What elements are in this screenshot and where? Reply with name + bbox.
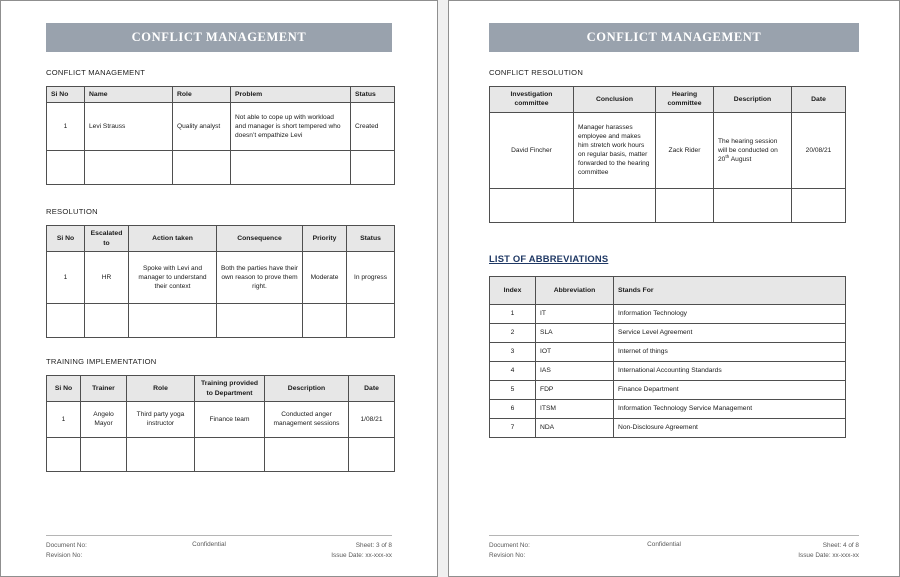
cell-status: In progress: [347, 252, 395, 304]
footer-confidential: Confidential: [647, 540, 681, 548]
col-header-investigation-committee: Investigation committee: [490, 87, 574, 113]
table-header-row: [47, 226, 395, 252]
cell-priority: Moderate: [303, 252, 347, 304]
cell-empty: [265, 437, 349, 471]
cell-description: Conducted anger management sessions: [265, 401, 349, 437]
footer-issue-date: Issue Date: xx-xxx-xx: [331, 552, 392, 560]
col-header-stands-for: Stands For: [614, 276, 846, 304]
description-text-post: August: [729, 155, 752, 163]
cell-role: Third party yoga instructor: [127, 401, 195, 437]
cell-empty: [127, 437, 195, 471]
cell-investigation-committee: David Fincher: [490, 112, 574, 188]
table-row: [47, 401, 395, 437]
footer-document-no: Document No:: [489, 541, 530, 549]
cell-empty: [173, 151, 231, 185]
cell-date: 20/08/21: [792, 112, 846, 188]
cell-hearing-committee: Zack Rider: [656, 112, 714, 188]
col-header-description: Description: [714, 87, 792, 113]
table-row: [47, 103, 395, 151]
col-header-date: Date: [349, 376, 395, 402]
cell-empty: [195, 437, 265, 471]
cell-trainer: Angelo Mayor: [81, 401, 127, 437]
table-conflict-resolution: [489, 86, 846, 223]
footer-sheet: Sheet: 3 of 8: [355, 541, 392, 549]
cell-abbreviation: IOT: [536, 342, 614, 361]
cell-si-no: 1: [47, 401, 81, 437]
col-header-hearing-committee: Hearing committee: [656, 87, 714, 113]
cell-abbreviation: ITSM: [536, 399, 614, 418]
footer-divider: [489, 535, 859, 536]
cell-empty: [217, 304, 303, 338]
cell-name: Levi Strauss: [85, 103, 173, 151]
cell-index: 4: [490, 361, 536, 380]
cell-index: 1: [490, 304, 536, 323]
footer-issue-date: Issue Date: xx-xxx-xx: [798, 552, 859, 560]
table-row: [490, 323, 846, 342]
cell-stands-for: Non-Disclosure Agreement: [614, 418, 846, 437]
cell-escalated-to: HR: [85, 252, 129, 304]
table-row: [490, 361, 846, 380]
description-ordinal-suffix: th: [725, 154, 730, 160]
cell-empty: [656, 188, 714, 222]
cell-empty: [351, 151, 395, 185]
description-text-pre: The hearing session will be conducted on 20: [718, 137, 778, 163]
cell-index: 3: [490, 342, 536, 361]
col-header-escalated-to: Escalated to: [85, 226, 129, 252]
col-header-si-no: Si No: [47, 226, 85, 252]
cell-consequence: Both the parties have their own reason to prove them right.: [217, 252, 303, 304]
table-conflict-management: [46, 86, 395, 185]
cell-index: 6: [490, 399, 536, 418]
footer-revision-no: Revision No:: [46, 552, 83, 560]
col-header-index: Index: [490, 276, 536, 304]
col-header-conclusion: Conclusion: [574, 87, 656, 113]
page-banner-title: CONFLICT MANAGEMENT: [46, 23, 392, 52]
footer-revision-no: Revision No:: [489, 552, 526, 560]
cell-index: 2: [490, 323, 536, 342]
table-row: [490, 399, 846, 418]
cell-abbreviation: IAS: [536, 361, 614, 380]
col-header-description: Description: [265, 376, 349, 402]
table-header-row: [490, 276, 846, 304]
table-header-row: [47, 87, 395, 103]
col-header-name: Name: [85, 87, 173, 103]
cell-abbreviation: FDP: [536, 380, 614, 399]
col-header-role: Role: [173, 87, 231, 103]
cell-action-taken: Spoke with Levi and manager to understand their context: [129, 252, 217, 304]
table-row: [490, 380, 846, 399]
cell-status: Created: [351, 103, 395, 151]
table-row-empty: [47, 437, 395, 471]
section-label-training-implementation: TRAINING IMPLEMENTATION: [46, 357, 157, 367]
table-row-empty: [47, 304, 395, 338]
cell-empty: [714, 188, 792, 222]
col-header-problem: Problem: [231, 87, 351, 103]
cell-role: Quality analyst: [173, 103, 231, 151]
table-row: [490, 342, 846, 361]
table-header-row: [47, 376, 395, 402]
col-header-status: Status: [351, 87, 395, 103]
cell-empty: [231, 151, 351, 185]
cell-abbreviation: SLA: [536, 323, 614, 342]
table-row: [490, 112, 846, 188]
cell-empty: [349, 437, 395, 471]
page-banner-title: CONFLICT MANAGEMENT: [489, 23, 859, 52]
cell-empty: [129, 304, 217, 338]
table-training-implementation: [46, 375, 395, 472]
page-sheet-4: [448, 0, 900, 577]
table-row: [490, 304, 846, 323]
cell-description: [714, 112, 792, 188]
col-header-role: Role: [127, 376, 195, 402]
col-header-abbreviation: Abbreviation: [536, 276, 614, 304]
col-header-priority: Priority: [303, 226, 347, 252]
cell-date: 1/08/21: [349, 401, 395, 437]
cell-empty: [85, 151, 173, 185]
cell-empty: [81, 437, 127, 471]
cell-stands-for: Information Technology: [614, 304, 846, 323]
footer-divider: [46, 535, 392, 536]
cell-empty: [47, 151, 85, 185]
heading-list-of-abbreviations: LIST OF ABBREVIATIONS: [489, 252, 609, 264]
cell-si-no: 1: [47, 252, 85, 304]
cell-stands-for: International Accounting Standards: [614, 361, 846, 380]
cell-empty: [574, 188, 656, 222]
abbreviations-body: [490, 304, 846, 437]
cell-empty: [47, 304, 85, 338]
page-footer: [489, 535, 859, 562]
page-sheet-3: [0, 0, 438, 577]
col-header-consequence: Consequence: [217, 226, 303, 252]
cell-conclusion: Manager harasses employee and makes him stretch work hours on regular basis, matter forwarded to the hearing committee: [574, 112, 656, 188]
table-abbreviations: [489, 276, 846, 438]
table-row-empty: [490, 188, 846, 222]
cell-stands-for: Finance Department: [614, 380, 846, 399]
cell-index: 5: [490, 380, 536, 399]
cell-stands-for: Information Technology Service Management: [614, 399, 846, 418]
col-header-action-taken: Action taken: [129, 226, 217, 252]
col-header-department: Training provided to Department: [195, 376, 265, 402]
cell-empty: [47, 437, 81, 471]
table-row: [490, 418, 846, 437]
cell-empty: [85, 304, 129, 338]
cell-empty: [792, 188, 846, 222]
cell-index: 7: [490, 418, 536, 437]
cell-empty: [490, 188, 574, 222]
footer-document-no: Document No:: [46, 541, 87, 549]
section-label-resolution: RESOLUTION: [46, 207, 98, 217]
cell-abbreviation: NDA: [536, 418, 614, 437]
col-header-si-no: Si No: [47, 376, 81, 402]
table-row: [47, 252, 395, 304]
section-label-conflict-management: CONFLICT MANAGEMENT: [46, 68, 146, 77]
page-footer: [46, 535, 392, 562]
col-header-trainer: Trainer: [81, 376, 127, 402]
cell-abbreviation: IT: [536, 304, 614, 323]
col-header-si-no: Si No: [47, 87, 85, 103]
table-resolution: [46, 225, 395, 338]
cell-empty: [303, 304, 347, 338]
footer-sheet: Sheet: 4 of 8: [822, 541, 859, 549]
cell-stands-for: Service Level Agreement: [614, 323, 846, 342]
cell-empty: [347, 304, 395, 338]
col-header-status: Status: [347, 226, 395, 252]
footer-confidential: Confidential: [192, 540, 226, 548]
cell-si-no: 1: [47, 103, 85, 151]
section-label-conflict-resolution: CONFLICT RESOLUTION: [489, 68, 584, 77]
cell-department: Finance team: [195, 401, 265, 437]
cell-problem: Not able to cope up with workload and manager is short tempered who doesn’t empathize Levi: [231, 103, 351, 151]
table-header-row: [490, 87, 846, 113]
table-row-empty: [47, 151, 395, 185]
col-header-date: Date: [792, 87, 846, 113]
cell-stands-for: Internet of things: [614, 342, 846, 361]
